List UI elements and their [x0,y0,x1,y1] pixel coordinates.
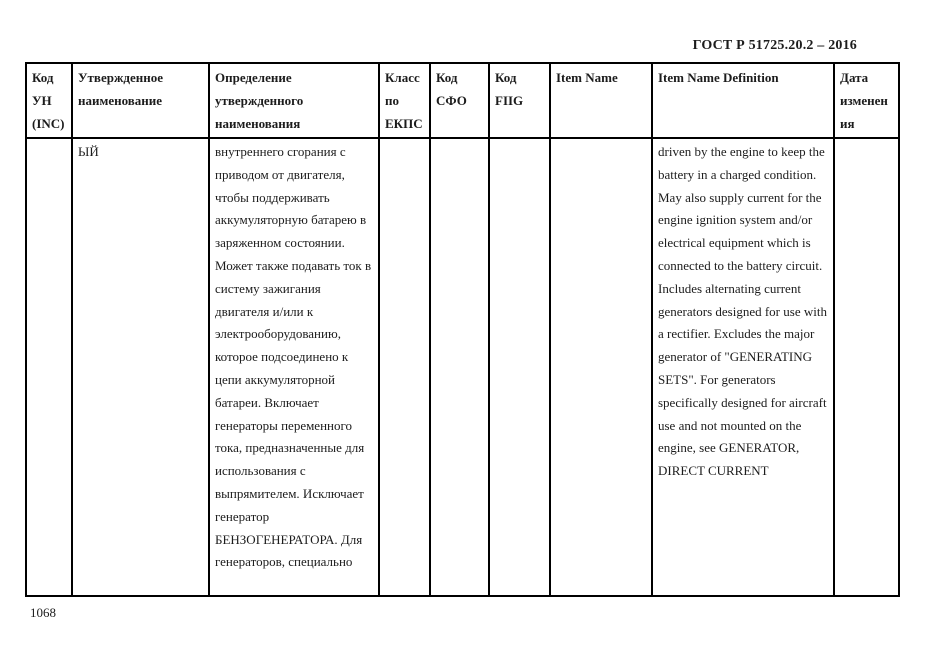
cell-fiig-code [489,138,550,596]
cell-approved-name-definition: внутреннего сгорания с приводом от двигателя, чтобы поддерживать аккумуляторную батарею в заряженном состоянии. Может также подавать ток в систему зажигания двигателя и/или к электрооборудованию, которое подсоединено к цепи аккумуляторной батареи. Включает генераторы переменного тока, предназначенные для использования с выпрямителем. Исключает генератор БЕНЗОГЕНЕРАТОРА. Для генераторов, специально [209,138,379,596]
col-header-approved-name: Утвержденное наименование [72,63,209,138]
cell-ekps-class [379,138,430,596]
col-header-item-name: Item Name [550,63,652,138]
col-header-change-date: Дата изменения [834,63,899,138]
cell-inc-code [26,138,72,596]
col-header-approved-name-definition: Определение утвержденного наименования [209,63,379,138]
col-header-ekps-class: Класс по ЕКПС [379,63,430,138]
col-header-sfo-code: Код СФО [430,63,489,138]
cell-approved-name: ЫЙ [72,138,209,596]
cell-item-name-definition: driven by the engine to keep the battery in a charged condition. May also supply current for the engine ignition system and/or electrical equipment which is connected to the battery circuit. Includes alternating current generators designed for use with a rectifier. Excludes the major generator of "GENERATING SETS". For generators specifically designed for aircraft use and not mounted on the engine, see GENERATOR, DIRECT CURRENT [652,138,834,596]
table-header-row [26,63,899,138]
cell-item-name [550,138,652,596]
col-header-inc-code: Код УН (INC) [26,63,72,138]
page-number: 1068 [30,605,56,620]
col-header-item-name-definition: Item Name Definition [652,63,834,138]
cell-sfo-code [430,138,489,596]
table-row [26,138,899,596]
document-standard-title: ГОСТ Р 51725.20.2 – 2016 [692,38,857,53]
classification-table [25,62,900,597]
col-header-fiig-code: Код FIIG [489,63,550,138]
cell-change-date [834,138,899,596]
